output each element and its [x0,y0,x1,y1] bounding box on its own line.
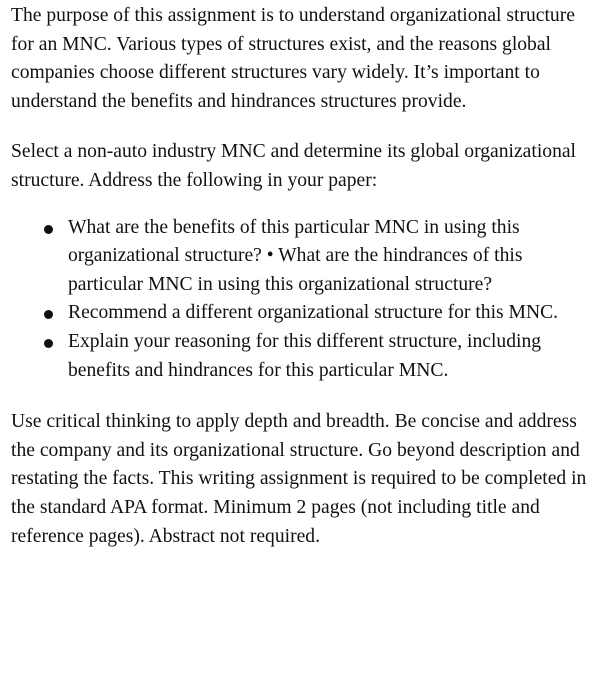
requirements-list [11,214,594,386]
list-item [11,328,598,385]
list-item [11,299,598,328]
bullet-icon [44,339,53,348]
instructions-paragraph: Select a non-auto industry MNC and determine its global organizational structure. Address the following in your paper: [11,141,577,191]
list-item-text: Recommend a different organizational structure for this MNC. [68,302,559,324]
closing-paragraph: Use critical thinking to apply depth and breadth. Be concise and address the company and its organizational structure. Go beyond description and restating the facts. This writing assignment is required to be completed in the standard APA format. Minimum 2 pages (not including title and reference pages). Abstract not required. [11,411,587,547]
list-item-text: Explain your reasoning for this different structure, including benefits and hindrances for this particular MNC. [68,330,542,381]
intro-paragraph: The purpose of this assignment is to understand organizational structure for an MNC. Various types of structures exist, and the reasons global companies choose different structures vary widely. It’s important to understand the benefits and hindrances structures provide. [11,5,575,112]
list-item [11,214,598,300]
bullet-icon [44,310,53,319]
bullet-icon [44,225,53,234]
list-item-text: What are the benefits of this particular MNC in using this organizational structure? • What are the hindrances of this particular MNC in using this organizational structure? [68,216,523,295]
